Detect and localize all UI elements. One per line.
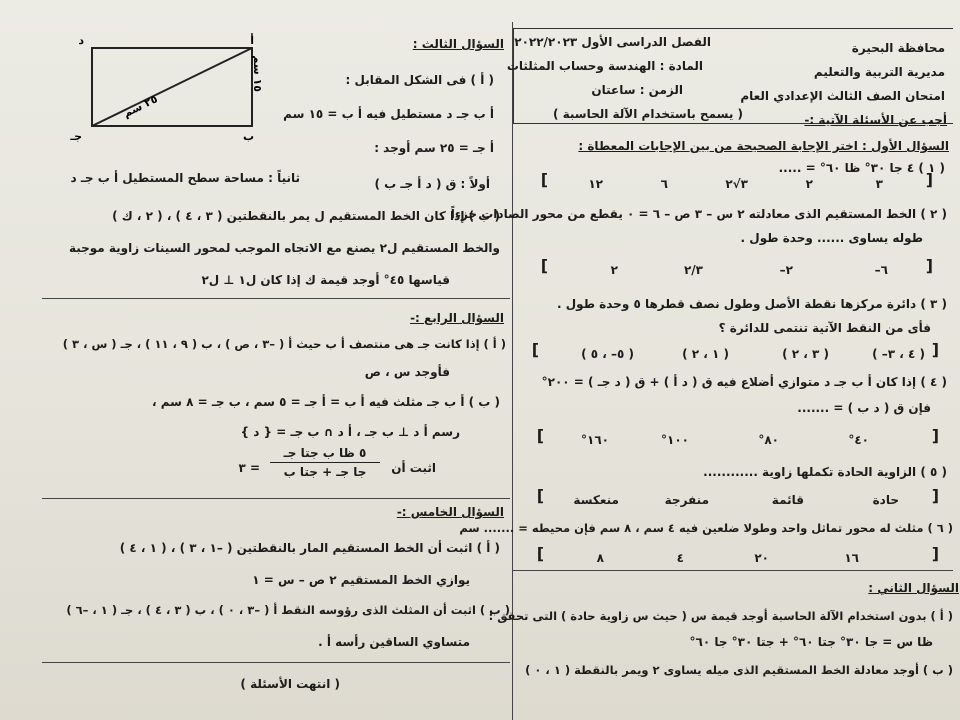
q1-6: ( ٦ ) مثلث له محور تماثل واحد وطولا ضلعين فيه ٤ سم ، ٨ سم فإن محيطه = ....... سم — [459, 521, 953, 535]
answer-note: أجب عن الأسئلة الآتية :- — [804, 113, 947, 127]
option: منعكسة — [573, 493, 619, 507]
q1-1: ( ١ ) ٤ جا ٣٠° ظا ٦٠° = ..... — [778, 161, 945, 175]
header-exam: امتحان الصف الثالث الإعدادي العام — [740, 89, 945, 103]
q2-a: ( أ ) بدون استخدام الآلة الحاسبة أوجد قيمة س ( حيث س زاوية حادة ) التى تحقق : — [488, 609, 953, 623]
option: ( ٤ ، ٣– ) — [872, 347, 925, 361]
bracket-open: [ — [925, 170, 933, 189]
end-note: ( انتهت الأسئلة ) — [240, 677, 340, 691]
side-length: ١٥ سم — [251, 55, 264, 92]
label-c: جـ — [70, 130, 82, 143]
bracket-open: [ — [931, 544, 939, 563]
q4-a2: فأوجد س ، ص — [364, 365, 450, 379]
fraction-numerator: ٥ ظا ب جتا جـ — [270, 446, 380, 463]
bracket-open: [ — [931, 426, 939, 445]
option: ١٦٠° — [581, 433, 609, 447]
bracket-open: [ — [931, 486, 939, 505]
q2-title: السؤال الثاني : — [868, 581, 959, 595]
q3-a3: أولاً : ق ( د أ جـ ب ) — [374, 177, 490, 191]
q3-title: السؤال الثالث : — [412, 37, 504, 51]
q2-b: ( ب ) أوجد معادلة الخط المستقيم الذى ميله يساوى ٢ ويمر بالنقطة ( ١ ، ٠ ) — [525, 663, 953, 677]
q1-2-options — [533, 252, 933, 286]
q1-5-options — [529, 484, 939, 512]
bracket-open: [ — [931, 340, 939, 359]
option: ١٦ — [844, 551, 859, 565]
option: ( ٣ ، ٢ ) — [782, 347, 829, 361]
option: حادة — [872, 493, 899, 507]
diagonal-length: ٢٥ سم — [121, 92, 160, 121]
header-directorate: مديرية التربية والتعليم — [813, 65, 945, 79]
bracket-close: ] — [536, 544, 544, 563]
option: ٤ — [676, 551, 684, 565]
option: ٨٠° — [758, 433, 779, 447]
header-gov: محافظة البحيرة — [851, 41, 945, 55]
fraction — [270, 446, 380, 479]
divider — [42, 662, 510, 663]
q5-b1: ( ب ) اثبت أن المثلث الذى رؤوسه النقط أ ( –٣ ، ٠ ) ، ب ( ٣ ، ٤ ) ، جـ ( ١ ، –٦ ) — [66, 603, 510, 617]
header-subject: المادة : الهندسة وحساب المثلثات — [506, 59, 703, 73]
q1-2b: طوله يساوى ...... وحدة طول . — [740, 231, 923, 245]
option: ٢– — [779, 263, 793, 277]
option: ( ٥– ، ٥ ) — [581, 347, 634, 361]
q5-a2: يوازي الخط المستقيم ٢ ص – س = ١ — [252, 573, 470, 587]
q1-3a: ( ٣ ) دائرة مركزها نقطة الأصل وطول نصف قطرها ٥ وحدة طول . — [557, 297, 947, 311]
option: ٦– — [874, 263, 888, 277]
divider — [42, 298, 510, 299]
diagonal-line — [92, 48, 252, 126]
label-a: أ — [250, 34, 254, 47]
q5-a1: ( أ ) اثبت أن الخط المستقيم المار بالنقطتين ( –١ ، ٣ ) ، ( ١ ، ٤ ) — [119, 541, 500, 555]
bracket-close: ] — [540, 170, 548, 189]
divider — [42, 498, 510, 499]
bracket-close: ] — [531, 340, 539, 359]
q5-b2: متساوي الساقين رأسه أ . — [318, 635, 470, 649]
q1-2a: ( ٢ ) الخط المستقيم الذى معادلته ٢ س – ٣ ص – ٦ = ٠ يقطع من محور الصادات جزءاً — [450, 207, 947, 221]
option: ١٢ — [588, 177, 603, 191]
q3-a4: ثانياً : مساحة سطح المستطيل أ ب جـ د — [70, 171, 300, 185]
q1-1-options — [533, 172, 933, 194]
q3-b1: ( ب ) إذا كان الخط المستقيم ل يمر بالنقطتين ( ٣ ، ٤ ) ، ( ٢ ، ك ) — [112, 209, 500, 223]
label-d: د — [78, 34, 84, 47]
q1-4b: فإن ق ( د ب ) = ....... — [797, 401, 931, 415]
option: ١٠٠° — [661, 433, 689, 447]
q1-3b: فأى من النقط الآتية تنتمى للدائرة ؟ — [718, 321, 931, 335]
q2-a-eq: ظا س = جا ٣٠° جتا ٦٠° + جتا ٣٠° جا ٦٠° — [689, 635, 933, 649]
q3-a: ( أ ) فى الشكل المقابل : — [345, 73, 494, 87]
calc-note: ( يسمح باستخدام الآلة الحاسبة ) — [552, 107, 743, 121]
q1-6-options — [529, 540, 939, 570]
q1-4a: ( ٤ ) إذا كان أ ب جـ د متوازي أضلاع فيه ق ( د أ ) + ق ( د جـ ) = ٢٠٠° — [541, 375, 947, 389]
label-b: ب — [242, 130, 254, 143]
option: منفرجة — [664, 493, 709, 507]
q4-b1: ( ب ) أ ب جـ مثلث فيه أ ب = أ جـ = ٥ سم ، ب جـ = ٨ سم ، — [151, 395, 500, 409]
header-time: الزمن : ساعتان — [591, 83, 683, 97]
q3-b2: والخط المستقيم ل٢ يصنع مع الاتجاه الموجب لمحور السينات زاوية موجبة — [68, 241, 500, 255]
q4-title: السؤال الرابع :- — [410, 311, 504, 325]
q4-b3-prefix: اثبت أن — [391, 461, 436, 475]
header-term: الفصل الدراسى الأول ٢٠٢٢/٢٠٢٣ — [514, 35, 711, 49]
divider — [513, 570, 953, 571]
option: ( ١ ، ٢ ) — [682, 347, 729, 361]
q5-title: السؤال الخامس :- — [396, 505, 504, 519]
q1-5: ( ٥ ) الزاوية الحادة تكملها زاوية ............ — [703, 465, 947, 479]
option: ٣ — [875, 177, 883, 191]
q3-b3: قياسها ٤٥° أوجد قيمة ك إذا كان ل١ ⊥ ل٢ — [201, 273, 450, 287]
fraction-denominator: جا جـ + جتا ب — [283, 465, 367, 479]
option: ٢٠ — [754, 551, 769, 565]
bracket-close: ] — [536, 486, 544, 505]
rectangle-figure — [70, 32, 282, 143]
q3-a2: أ جـ = ٢٥ سم أوجد : — [374, 141, 494, 155]
bracket-close: ] — [536, 426, 544, 445]
bracket-close: ] — [540, 256, 548, 275]
option: ٢/٣ — [683, 263, 703, 277]
option: ٢ — [805, 177, 813, 191]
q1-4-options — [529, 424, 939, 452]
q1-3-options — [529, 340, 939, 364]
left-column — [42, 22, 510, 720]
option: ٣√٢ — [725, 177, 748, 191]
q4-a1: ( أ ) إذا كانت جـ هى منتصف أ ب حيث أ ( –٣ ، ص ) ، ب ( ٩ ، ١١ ) ، جـ ( س ، ٣ ) — [62, 337, 506, 351]
q4-b3-equals: = ٣ — [238, 461, 260, 475]
option: ٦ — [660, 177, 668, 191]
q3-a1: أ ب جـ د مستطيل فيه أ ب = ١٥ سم — [283, 107, 494, 121]
option: ٢ — [610, 263, 618, 277]
bracket-open: [ — [925, 256, 933, 275]
q4-b2: رسم أ د ⊥ ب جـ ، أ د ∩ ب جـ = { د } — [240, 425, 460, 439]
option: ٤٠° — [848, 433, 869, 447]
option: قائمة — [771, 493, 804, 507]
q1-title: السؤال الأول : اختر الإجابة الصحيحة من بين الإجابات المعطاة : — [578, 139, 949, 153]
option: ٨ — [596, 551, 604, 565]
